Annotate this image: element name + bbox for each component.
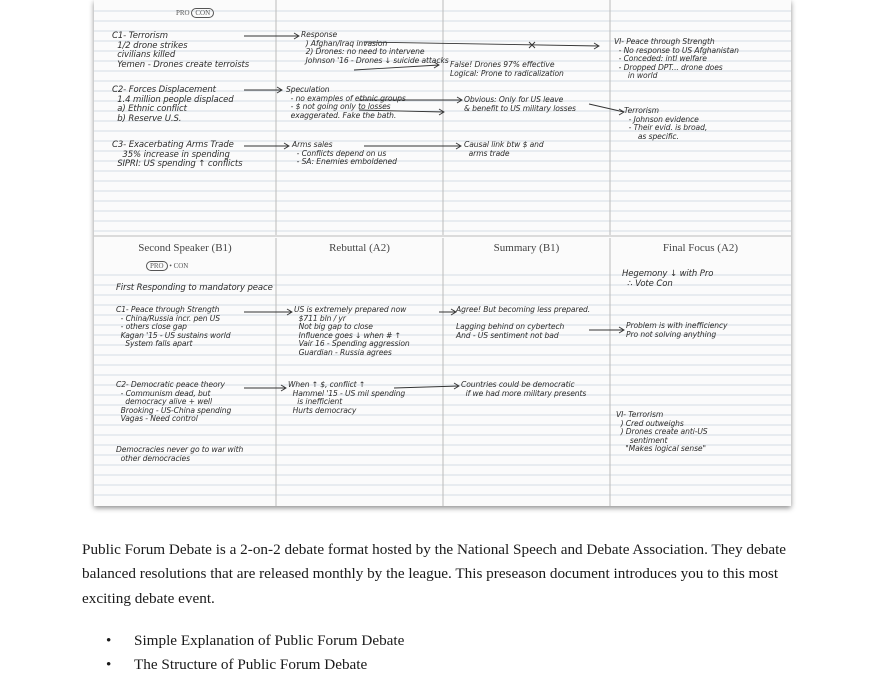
- side-pro-circled: PRO: [146, 261, 168, 271]
- note-sb2: Countries could be democratic if we had more military presents: [461, 380, 587, 398]
- note-fa-top: Hegemony ↓ with Pro ∴ Vote Con: [622, 269, 714, 289]
- intro-paragraph: Public Forum Debate is a 2-on-2 debate format hosted by the National Speech and Debate Association. They debate balanced resolutions that are released monthly by the league. This preseason document introduces you to this most exciting debate event.: [82, 541, 787, 607]
- note-c2: C2- Forces Displacement 1.4 million people displaced a) Ethnic conflict b) Reserve U.S.: [112, 85, 234, 124]
- toc-item-label: The Structure of Public Forum Debate: [134, 656, 368, 673]
- note-s3: Causal link btw $ and arms trade: [464, 140, 544, 158]
- side-pro-label: PRO: [176, 9, 190, 17]
- col-header-summary: Summary (B1): [493, 242, 560, 254]
- note-s2: Obvious: Only for US leave & benefit to US military losses: [464, 95, 576, 113]
- note-s1: False! Drones 97% effective Logical: Prone to radicalization: [450, 60, 564, 78]
- note-r1: Response ) Afghan/Iraq invasion 2) Drones: no need to intervene Johnson '16 - Drones ↓ suicide attacks: [301, 30, 449, 65]
- note-c3: C3- Exacerbating Arms Trade 35% increase in spending SIPRI: US spending ↑ conflicts: [112, 140, 243, 170]
- bottom-side-label: PRO • CON: [146, 262, 188, 270]
- toc-item: [106, 653, 404, 677]
- top-side-label: [176, 9, 214, 17]
- side-con-circled: CON: [191, 8, 214, 18]
- note-ff1: VI- Peace through Strength - No response to US Afghanistan - Conceded: intl welfare - Dropped DPT... drone does in world: [614, 37, 739, 80]
- col-header-second-speaker: Second Speaker (B1): [138, 242, 232, 254]
- bullet-icon: •: [106, 632, 112, 649]
- col-header-final-focus: Final Focus (A2): [662, 242, 739, 254]
- note-b2: C2- Democratic peace theory - Communism dead, but democracy alive + well Brooking - US-China spending Vagas - Need control: [116, 380, 232, 423]
- note-fa1: Problem is with inefficiency Pro not solving anything: [626, 321, 728, 339]
- toc-item: [106, 629, 404, 653]
- note-b-top: First Responding to mandatory peace: [116, 283, 273, 293]
- note-b3: Democracies never go to war with other democracies: [116, 445, 244, 463]
- side-con-label: CON: [173, 262, 189, 270]
- note-ff2: Terrorism - Johnson evidence - Their evid. is broad, as specific.: [624, 106, 708, 141]
- note-ra2: When ↑ $, conflict ↑ Hammel '15 - US mil spending is inefficient Hurts democracy: [288, 380, 406, 415]
- bullet-icon: •: [106, 656, 112, 673]
- toc-list: [106, 629, 404, 677]
- note-ra1: US is extremely prepared now $711 bln / yr Not big gap to close Influence goes ↓ when # ↑ Vair 16 - Spending aggression Guardian - Russia agrees: [294, 305, 410, 357]
- toc-item-label: Simple Explanation of Public Forum Debate: [134, 632, 405, 649]
- note-r3: Arms sales - Conflicts depend on us - SA: Enemies emboldened: [292, 140, 397, 166]
- col-header-rebuttal: Rebuttal (A2): [329, 242, 390, 254]
- note-fa2: VI- Terrorism ) Cred outweighs ) Drones create anti-US sentiment "Makes logical sense": [616, 410, 708, 453]
- note-b1: C1- Peace through Strength - China/Russia incr. pen US - others close gap Kagan '15 - US sustains world System falls apart: [116, 305, 231, 348]
- debate-flow-sheet: [94, 0, 791, 506]
- note-r2: Speculation - no examples of ethnic groups - $ not going only to losses exaggerated. Fake the bath.: [286, 85, 406, 120]
- note-c1: C1- Terrorism 1/2 drone strikes civilians killed Yemen - Drones create terroists: [112, 31, 250, 70]
- note-sb1: Agree! But becoming less prepared. Lagging behind on cybertech And - US sentiment not bad: [456, 305, 591, 340]
